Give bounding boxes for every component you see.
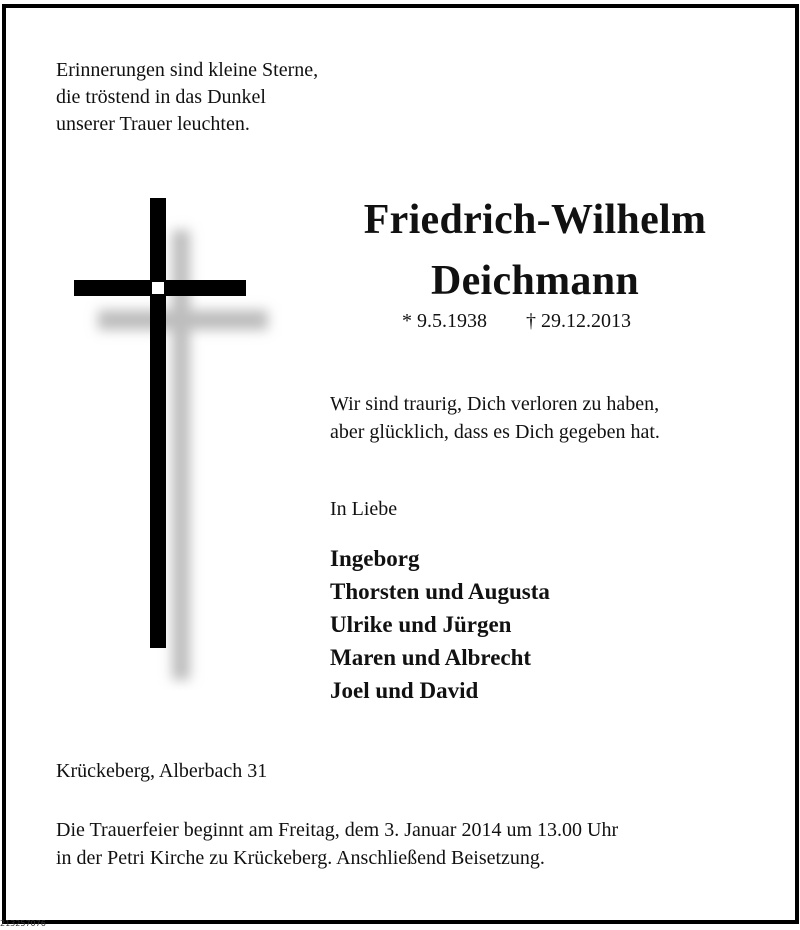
deceased-last-name: Deichmann [430, 258, 640, 304]
family-member: Thorsten und Augusta [330, 579, 550, 604]
poem-line: die tröstend in das Dunkel [56, 86, 266, 108]
poem-line: Erinnerungen sind kleine Sterne, [56, 59, 319, 81]
death-date: † 29.12.2013 [526, 310, 631, 332]
poem-line: unserer Trauer leuchten. [56, 113, 250, 135]
service-line: Die Trauerfeier beginnt am Freitag, dem 3. Januar 2014 um 13.00 Uhr [56, 819, 619, 841]
saying-line: aber glücklich, dass es Dich gegeben hat. [330, 421, 660, 443]
cross-shape [74, 198, 246, 648]
cross-shadow [98, 230, 268, 680]
family-member: Ulrike und Jürgen [330, 612, 512, 637]
reference-number: 213257076 [0, 919, 46, 928]
deceased-first-name: Friedrich-Wilhelm [363, 197, 707, 243]
condolence-saying [330, 390, 660, 446]
funeral-service-info [56, 816, 618, 872]
in-love-text: In Liebe [330, 498, 398, 520]
family-member: Joel und David [330, 678, 479, 703]
memorial-poem [56, 57, 318, 138]
family-address: Krückeberg, Alberbach 31 [56, 760, 268, 782]
birth-date: * 9.5.1938 [402, 310, 487, 332]
family-member: Ingeborg [330, 546, 420, 571]
family-member: Maren und Albrecht [330, 645, 532, 670]
saying-line: Wir sind traurig, Dich verloren zu haben, [330, 393, 660, 415]
service-line: in der Petri Kirche zu Krückeberg. Anschließend Beisetzung. [56, 847, 545, 869]
family-list [330, 542, 550, 707]
life-dates [402, 310, 631, 333]
cross-icon [60, 190, 300, 690]
